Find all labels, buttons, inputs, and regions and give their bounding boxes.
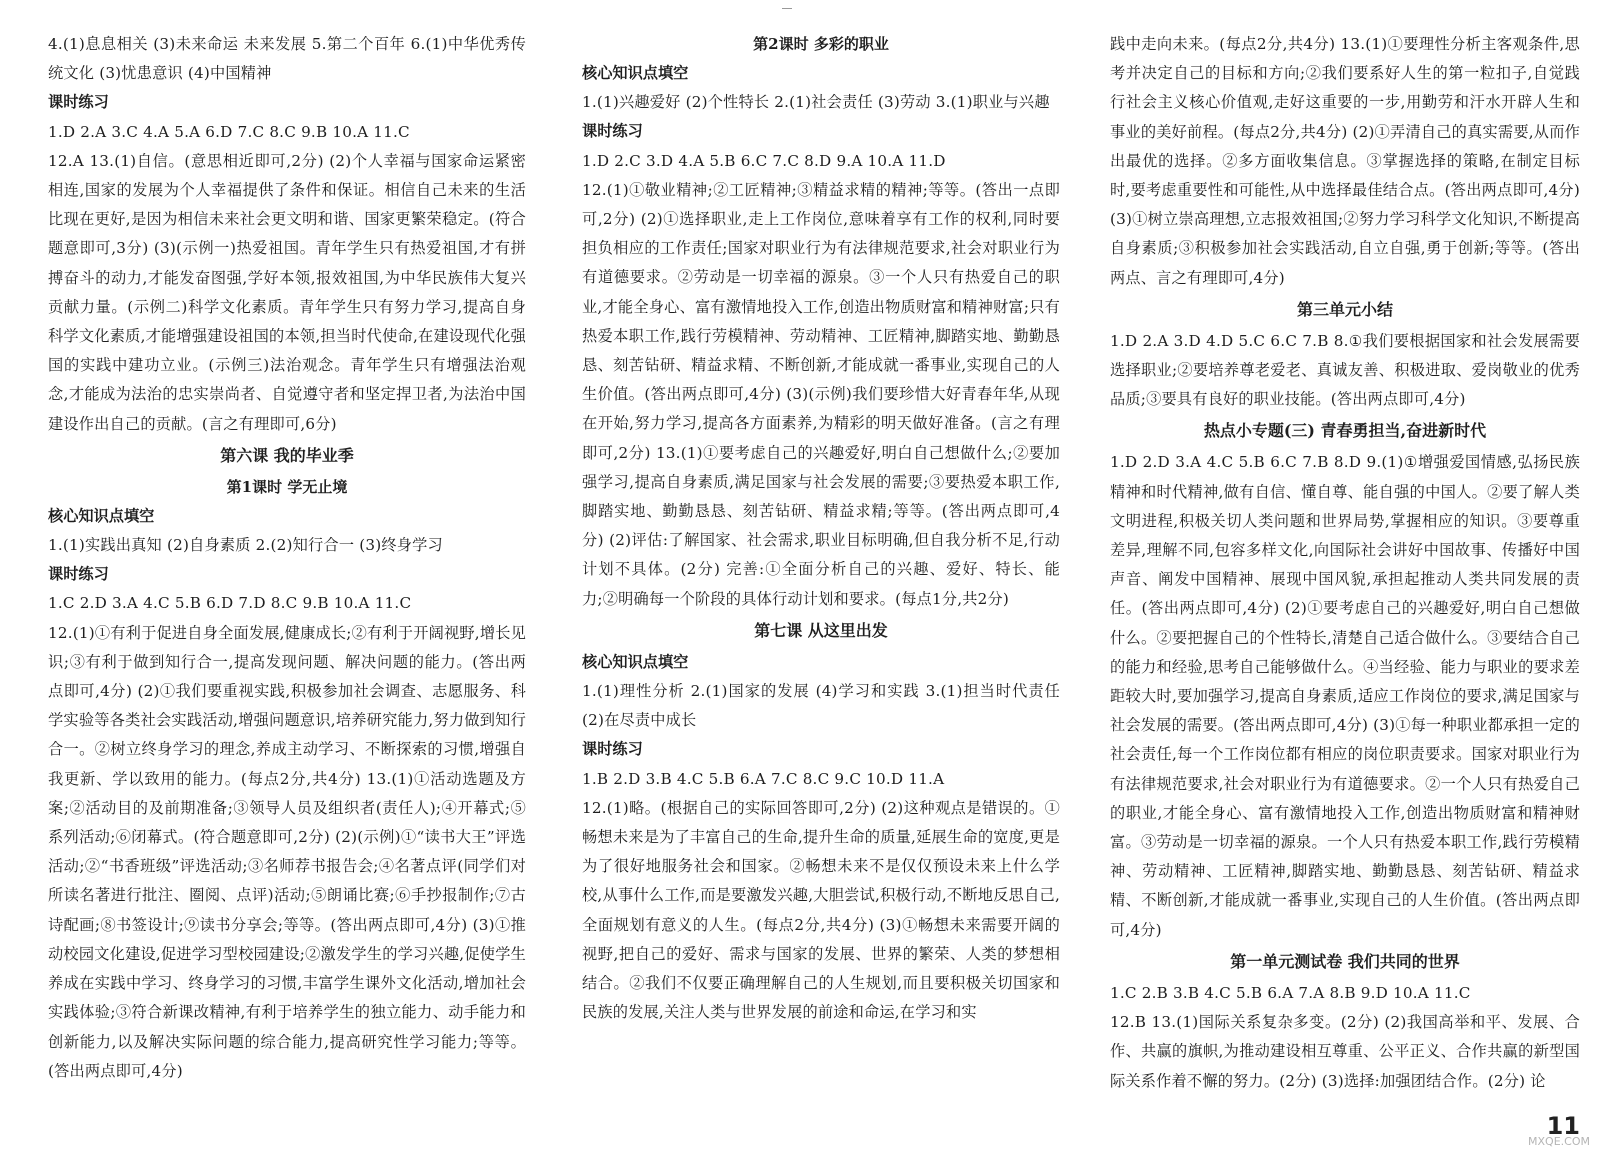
unit-test-title: 第一单元测试卷 我们共同的世界	[1230, 951, 1460, 971]
answer-paragraph: 1.C 2.D 3.A 4.C 5.B 6.D 7.D 8.C 9.B 10.A 11.C	[48, 594, 412, 613]
section-heading: 课时练习	[48, 565, 109, 584]
answer-paragraph: 1.D 2.A 3.C 4.A 5.A 6.D 7.C 8.C 9.B 10.A 11.C	[48, 122, 410, 141]
lesson-subtitle: 第2课时 多彩的职业	[753, 35, 889, 53]
answer-paragraph: 12.(1)①有利于促进自身全面发展,健康成长;②有利于开阔视野,增长见识;③有利于做到知行合一,提高发现问题、解决问题的能力。(答出两点即可,4分) (2)①我们要重视实践,积极参加社会调查、志愿服务、科学实验等各类社会实践活动,增强问题意识,培养研究能力,努力做到知行合一。②树立终身学习的理念,养成主动学习、不断探索的习惯,增强自我更新、学以致用的能力。(每点2分,共4分) 13.(1)①活动选题及方案;②活动目的及前期准备;③领导人员及组织者(责任人);④开幕式;⑤系列活动;⑥闭幕式。(符合题意即可,2分) (2)(示例)①“读书大王”评选活动;②“书香班级”评选活动;③名师荐书报告会;④名著点评(同学们对所读名著进行批注、圈阅、点评)活动;⑤朗诵比赛;⑥手抄报制作;⑦古诗配画;⑧书签设计;⑨读书分享会;等等。(答出两点即可,4分) (3)①推动校园文化建设,促进学习型校园建设;②激发学生的学习兴趣,促使学生养成在实践中学习、终身学习的习惯,丰富学生课外文化活动,增加社会实践体验;③符合新课改精神,有利于培养学生的独立能力、动手能力和创新能力,以及解决实际问题的综合能力,提高研究性学习能力;等等。(答出两点即可,4分)	[48, 623, 526, 1080]
section-heading: 课时练习	[582, 740, 643, 759]
answer-paragraph: 1.D 2.A 3.D 4.D 5.C 6.C 7.B 8.①我们要根据国家和社会发展需要选择职业;②要培养尊老爱老、真诚友善、积极进取、爱岗敬业的优秀品质;③要具有良好的职业技能。(答出两点即可,4分)	[1110, 331, 1580, 409]
column-middle	[582, 30, 1060, 1140]
lesson-subtitle: 第1课时 学无止境	[226, 477, 348, 496]
answer-paragraph: 12.(1)略。(根据自己的实际回答即可,2分) (2)这种观点是错误的。①畅想未来是为了丰富自己的生命,提升生命的质量,延展生命的宽度,更是为了很好地服务社会和国家。②畅想未来不是仅仅预设未来上什么学校,从事什么工作,而是要激发兴趣,大胆尝试,积极行动,不断地反思自己,全面规划有意义的人生。(每点2分,共4分) (3)①畅想未来需要开阔的视野,把自己的爱好、需求与国家的发展、世界的繁荣、人类的梦想相结合。②我们不仅要正确理解自己的人生规划,而且要积极关切国家和民族的发展,关注人类与世界发展的前途和命运,在学习和实	[582, 798, 1060, 1022]
answer-paragraph: 12.(1)①敬业精神;②工匠精神;③精益求精的精神;等等。(答出一点即可,2分) (2)①选择职业,走上工作岗位,意味着享有工作的权利,同时要担负相应的工作责任;国家对职业行为有法律规范要求,社会对职业行为有道德要求。②劳动是一切幸福的源泉。③一个人只有热爱自己的职业,才能全身心、富有激情地投入工作,创造出物质财富和精神财富;只有热爱本职工作,践行劳模精神、劳动精神、工匠精神,脚踏实地、勤勤恳恳、刻苦钻研、精益求精、不断创新,才能成就一番事业,实现自己的人生价值。(答出两点即可,4分) (3)(示例)我们要珍惜大好青春年华,从现在开始,努力学习,提高各方面素养,为精彩的明天做好准备。(言之有理即可,2分) 13.(1)①要考虑自己的兴趣爱好,明白自己想做什么;②要加强学习,提高自身素质,满足国家与社会发展的需要;③要热爱本职工作,脚踏实地、勤勤恳恳、刻苦钻研、精益求精;等等。(答出两点即可,4分) (2)评估:了解国家、社会需求,职业目标明确,但自我分析不足,行动计划不具体。(2分) 完善:①全面分析自己的兴趣、爱好、特长、能力;②明确每一个阶段的具体行动计划和要求。(每点1分,共2分)	[582, 180, 1060, 608]
answer-paragraph: 1.(1)实践出真知 (2)自身素质 2.(2)知行合一 (3)终身学习	[48, 536, 443, 555]
unit-summary-title: 第三单元小结	[1296, 299, 1393, 319]
watermark-logo: MXQE.COM	[1528, 1135, 1590, 1148]
hot-topic-title: 热点小专题(三) 青春勇担当,奋进新时代	[1203, 421, 1487, 441]
answer-paragraph: 1.(1)兴趣爱好 (2)个性特长 2.(1)社会责任 (3)劳动 3.(1)职业与兴趣	[582, 93, 1050, 112]
section-heading: 核心知识点填空	[582, 652, 689, 671]
answer-paragraph: 1.D 2.D 3.A 4.C 5.B 6.C 7.B 8.D 9.(1)①增强爱国情感,弘扬民族精神和时代精神,做有自信、懂自尊、能自强的中国人。②要了解人类文明进程,积极关切人类问题和世界局势,掌握相应的知识。③要尊重差异,理解不同,包容多样文化,向国际社会讲好中国故事、传播好中国声音、阐发中国精神、展现中国风貌,承担起推动人类共同发展的责任。(答出两点即可,4分) (2)①要考虑自己的兴趣爱好,明白自己想做什么。②要把握自己的个性特长,清楚自己适合做什么。③要结合自己的能力和经验,思考自己能够做什么。④当经验、能力与职业的要求差距较大时,要加强学习,提高自身素质,适应工作岗位的要求,满足国家与社会发展的需要。(答出两点即可,4分) (3)①每一种职业都承担一定的社会责任,每一个工作岗位都有相应的岗位职责要求。国家对职业行为有法律规范要求,社会对职业行为有道德要求。②一个人只有热爱自己的职业,才能全身心、富有激情地投入工作,创造出物质财富和精神财富。③劳动是一切幸福的源泉。一个人只有热爱本职工作,践行劳模精神、劳动精神、工匠精神,脚踏实地、勤勤恳恳、刻苦钻研、精益求精、不断创新,才能成就一番事业,实现自己的人生价值。(答出两点即可,4分)	[1110, 453, 1580, 939]
answer-paragraph: 1.D 2.C 3.D 4.A 5.B 6.C 7.C 8.D 9.A 10.A 11.D	[582, 151, 946, 170]
page-number: 11	[1546, 1112, 1580, 1140]
lesson-title: 第六课 我的毕业季	[220, 445, 354, 465]
section-heading: 课时练习	[582, 122, 643, 141]
answer-paragraph: 4.(1)息息相关 (3)未来命运 未来发展 5.第二个百年 6.(1)中华优秀传统文化 (3)忧患意识 (4)中国精神	[48, 35, 526, 83]
answer-paragraph: 1.C 2.B 3.B 4.C 5.B 6.A 7.A 8.B 9.D 10.A 11.C	[1110, 983, 1471, 1002]
answer-paragraph: 12.A 13.(1)自信。(意思相近即可,2分) (2)个人幸福与国家命运紧密相连,国家的发展为个人幸福提供了条件和保证。相信自己未来的生活比现在更好,是因为相信未来社会更文明和谐、国家更繁荣稳定。(符合题意即可,3分) (3)(示例一)热爱祖国。青年学生只有热爱祖国,才有拼搏奋斗的动力,才能发奋图强,学好本领,报效祖国,为中华民族伟大复兴贡献力量。(示例二)科学文化素质。青年学生只有努力学习,提高自身科学文化素质,才能增强建设祖国的本领,担当时代使命,在建设现代化强国的实践中建功立业。(示例三)法治观念。青年学生只有增强法治观念,才能成为法治的忠实崇尚者、自觉遵守者和坚定捍卫者,为法治中国建设作出自己的贡献。(言之有理即可,6分)	[48, 151, 526, 433]
answer-paragraph: 1.B 2.D 3.B 4.C 5.B 6.A 7.C 8.C 9.C 10.D 11.A	[582, 769, 945, 788]
section-heading: 核心知识点填空	[48, 506, 155, 525]
answer-paragraph: 1.(1)理性分析 2.(1)国家的发展 (4)学习和实践 3.(1)担当时代责任 (2)在尽责中成长	[582, 682, 1060, 730]
section-heading: 课时练习	[48, 93, 109, 112]
column-right	[1110, 30, 1580, 1140]
lesson-title: 第七课 从这里出发	[754, 620, 888, 640]
top-mark	[782, 8, 792, 9]
answer-paragraph: 12.B 13.(1)国际关系复杂多变。(2分) (2)我国高举和平、发展、合作、共赢的旗帜,为推动建设相互尊重、公平正义、合作共赢的新型国际关系作着不懈的努力。(2分) (3)选择:加强团结合作。(2分) 论	[1110, 1013, 1580, 1090]
column-left	[48, 30, 526, 1140]
answer-paragraph: 践中走向未来。(每点2分,共4分) 13.(1)①要理性分析主客观条件,思考并决定自己的目标和方向;②我们要系好人生的第一粒扣子,自觉践行社会主义核心价值观,走好这重要的一步,用勤劳和汗水开辟人生和事业的美好前程。(每点2分,共4分) (2)①弄清自己的真实需要,从而作出最优的选择。②多方面收集信息。③掌握选择的策略,在制定目标时,要考虑重要性和可能性,从中选择最佳结合点。(答出两点即可,4分) (3)①树立崇高理想,立志报效祖国;②努力学习科学文化知识,不断提高自身素质;③积极参加社会实践活动,自立自强,勇于创新;等等。(答出两点、言之有理即可,4分)	[1110, 35, 1580, 287]
section-heading: 核心知识点填空	[582, 64, 689, 82]
